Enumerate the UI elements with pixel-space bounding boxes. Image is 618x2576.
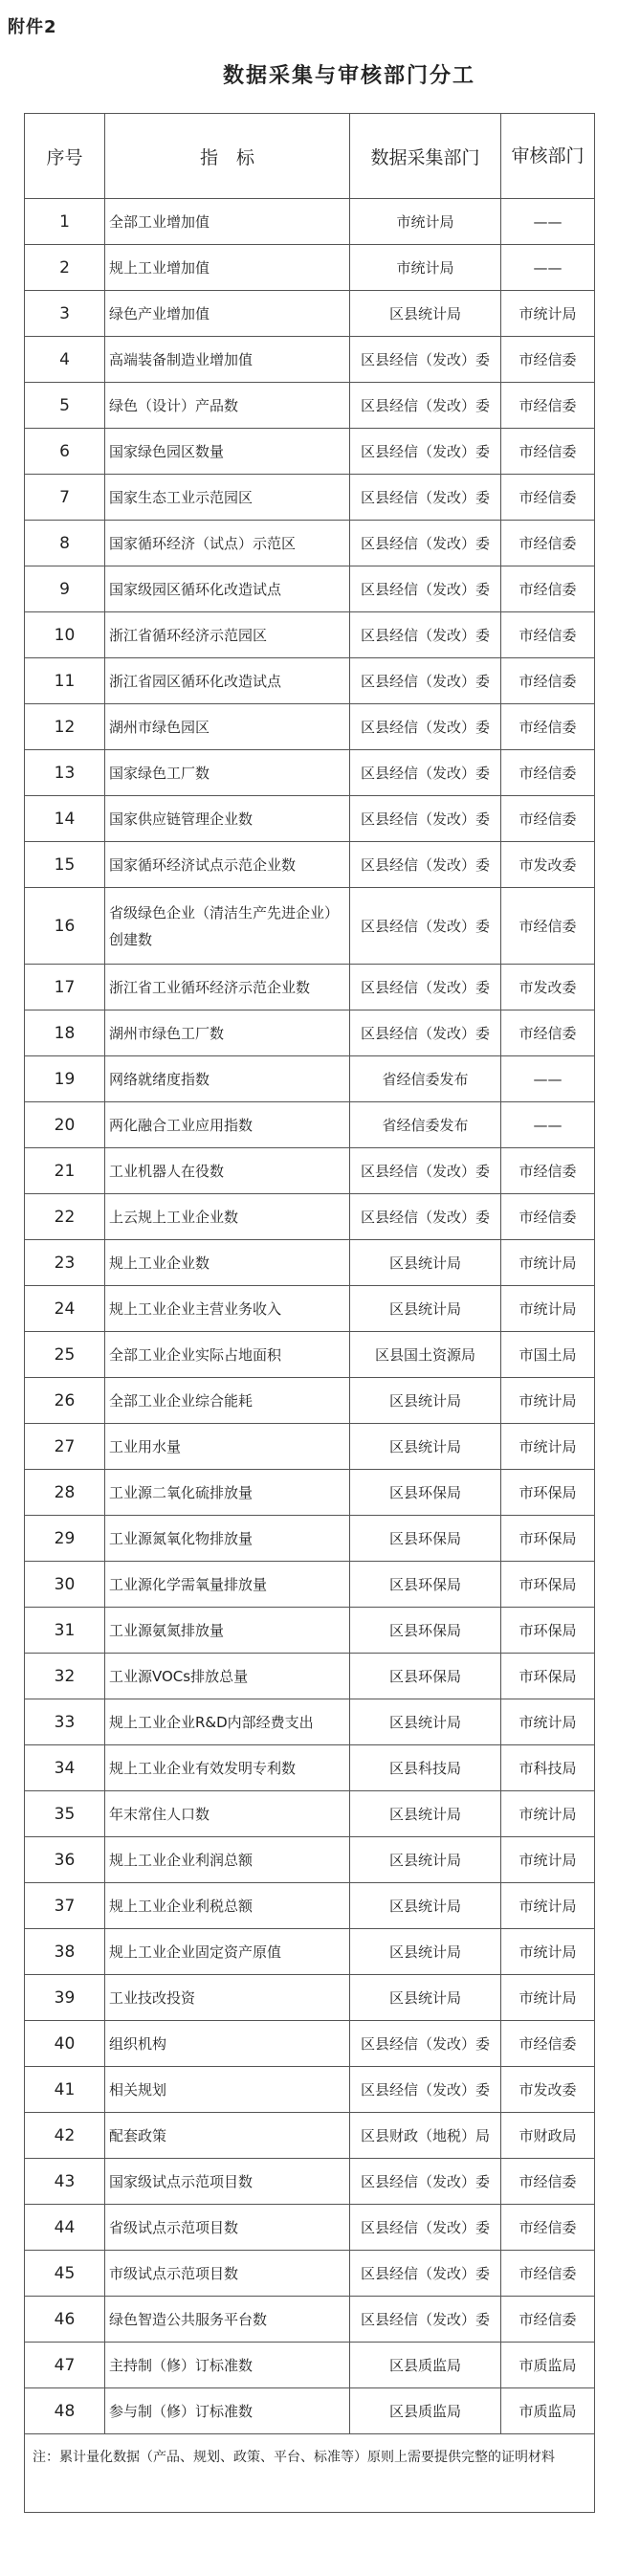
table-row — [25, 1745, 595, 1791]
table-row — [25, 1837, 595, 1883]
table-row — [25, 1332, 595, 1378]
collect-dept-cell: 区县经信（发改）委 — [350, 965, 501, 1010]
row-number: 4 — [25, 337, 105, 383]
indicator-cell: 规上工业企业固定资产原值 — [105, 1929, 350, 1975]
audit-dept-cell: 市环保局 — [501, 1654, 595, 1699]
audit-dept-cell: 市经信委 — [501, 566, 595, 612]
audit-dept-cell: 市经信委 — [501, 750, 595, 796]
collect-dept-cell: 区县经信（发改）委 — [350, 475, 501, 521]
row-number: 40 — [25, 2021, 105, 2067]
indicator-cell: 绿色智造公共服务平台数 — [105, 2297, 350, 2343]
row-number: 44 — [25, 2205, 105, 2251]
row-number: 23 — [25, 1240, 105, 1286]
table-row — [25, 2159, 595, 2205]
collect-dept-cell: 区县环保局 — [350, 1470, 501, 1516]
table-row — [25, 1883, 595, 1929]
table-row — [25, 1240, 595, 1286]
collect-dept-cell: 区县环保局 — [350, 1562, 501, 1608]
indicator-cell: 全部工业增加值 — [105, 199, 350, 245]
audit-dept-cell: 市环保局 — [501, 1562, 595, 1608]
row-number: 36 — [25, 1837, 105, 1883]
audit-dept-cell: 市环保局 — [501, 1470, 595, 1516]
audit-dept-cell: 市统计局 — [501, 291, 595, 337]
table-row — [25, 291, 595, 337]
audit-dept-cell: 市经信委 — [501, 1194, 595, 1240]
audit-dept-cell: 市统计局 — [501, 1883, 595, 1929]
indicator-cell: 规上工业企业利税总额 — [105, 1883, 350, 1929]
row-number: 31 — [25, 1608, 105, 1654]
indicator-cell: 绿色产业增加值 — [105, 291, 350, 337]
collect-dept-cell: 区县统计局 — [350, 1286, 501, 1332]
audit-dept-cell: —— — [501, 199, 595, 245]
audit-dept-cell: 市经信委 — [501, 429, 595, 475]
audit-dept-cell: —— — [501, 1102, 595, 1148]
audit-dept-cell: 市国土局 — [501, 1332, 595, 1378]
audit-dept-cell: 市经信委 — [501, 2205, 595, 2251]
indicator-cell: 湖州市绿色园区 — [105, 704, 350, 750]
collect-dept-cell: 区县经信（发改）委 — [350, 1148, 501, 1194]
audit-dept-cell: 市经信委 — [501, 888, 595, 965]
table-row — [25, 2021, 595, 2067]
indicator-cell: 工业机器人在役数 — [105, 1148, 350, 1194]
table-row — [25, 796, 595, 842]
collect-dept-cell: 区县环保局 — [350, 1608, 501, 1654]
indicator-cell: 规上工业企业有效发明专利数 — [105, 1745, 350, 1791]
collect-dept-cell: 区县统计局 — [350, 1378, 501, 1424]
page-title: 数据采集与审核部门分工 — [222, 64, 475, 88]
row-number: 14 — [25, 796, 105, 842]
audit-dept-cell: 市统计局 — [501, 1424, 595, 1470]
indicator-cell: 国家级园区循环化改造试点 — [105, 566, 350, 612]
audit-dept-cell: 市经信委 — [501, 521, 595, 566]
collect-dept-cell: 区县经信（发改）委 — [350, 750, 501, 796]
row-number: 38 — [25, 1929, 105, 1975]
collect-dept-cell: 区县环保局 — [350, 1516, 501, 1562]
table-row — [25, 383, 595, 429]
collect-dept-cell: 区县科技局 — [350, 1745, 501, 1791]
table-row — [25, 1010, 595, 1056]
table-row — [25, 2297, 595, 2343]
table-body — [25, 199, 595, 2434]
collect-dept-cell: 区县经信（发改）委 — [350, 842, 501, 888]
row-number: 33 — [25, 1699, 105, 1745]
table-row — [25, 475, 595, 521]
row-number: 1 — [25, 199, 105, 245]
table-row — [25, 1929, 595, 1975]
collect-dept-cell: 区县经信（发改）委 — [350, 612, 501, 658]
row-number: 43 — [25, 2159, 105, 2205]
table-row — [25, 1056, 595, 1102]
collect-dept-cell: 区县经信（发改）委 — [350, 337, 501, 383]
attachment-label: 附件2 — [8, 17, 57, 37]
table-row — [25, 2113, 595, 2159]
indicator-cell: 浙江省工业循环经济示范企业数 — [105, 965, 350, 1010]
row-number: 12 — [25, 704, 105, 750]
collect-dept-cell: 区县经信（发改）委 — [350, 2159, 501, 2205]
audit-dept-cell: 市经信委 — [501, 1010, 595, 1056]
table-row — [25, 888, 595, 965]
table-row — [25, 1286, 595, 1332]
note-row — [25, 2434, 595, 2513]
audit-dept-cell: 市经信委 — [501, 2251, 595, 2297]
table-row — [25, 1654, 595, 1699]
collect-dept-cell: 区县经信（发改）委 — [350, 2021, 501, 2067]
collect-dept-cell: 区县质监局 — [350, 2388, 501, 2434]
collect-dept-cell: 区县统计局 — [350, 1883, 501, 1929]
table-header-row — [25, 114, 595, 199]
collect-dept-cell: 区县经信（发改）委 — [350, 658, 501, 704]
audit-dept-cell: 市经信委 — [501, 658, 595, 704]
table-row — [25, 1516, 595, 1562]
header-no: 序号 — [25, 114, 105, 199]
table-row — [25, 1562, 595, 1608]
table-row — [25, 2205, 595, 2251]
collect-dept-cell: 省经信委发布 — [350, 1056, 501, 1102]
collect-dept-cell: 区县经信（发改）委 — [350, 383, 501, 429]
audit-dept-cell: 市统计局 — [501, 1837, 595, 1883]
table-row — [25, 612, 595, 658]
row-number: 8 — [25, 521, 105, 566]
row-number: 18 — [25, 1010, 105, 1056]
indicator-cell: 上云规上工业企业数 — [105, 1194, 350, 1240]
row-number: 24 — [25, 1286, 105, 1332]
indicator-cell: 国家绿色工厂数 — [105, 750, 350, 796]
audit-dept-cell: 市经信委 — [501, 337, 595, 383]
table-row — [25, 245, 595, 291]
collect-dept-cell: 区县经信（发改）委 — [350, 2297, 501, 2343]
indicator-cell: 工业用水量 — [105, 1424, 350, 1470]
indicator-cell: 工业源二氧化硫排放量 — [105, 1470, 350, 1516]
row-number: 27 — [25, 1424, 105, 1470]
indicator-cell: 国家循环经济试点示范企业数 — [105, 842, 350, 888]
collect-dept-cell: 区县经信（发改）委 — [350, 2067, 501, 2113]
audit-dept-cell: 市发改委 — [501, 2067, 595, 2113]
table-row — [25, 2388, 595, 2434]
table-row — [25, 2343, 595, 2388]
collect-dept-cell: 省经信委发布 — [350, 1102, 501, 1148]
table-row — [25, 842, 595, 888]
collect-dept-cell: 市统计局 — [350, 245, 501, 291]
collect-dept-cell: 区县经信（发改）委 — [350, 1010, 501, 1056]
row-number: 46 — [25, 2297, 105, 2343]
audit-dept-cell: 市经信委 — [501, 2021, 595, 2067]
audit-dept-cell: 市统计局 — [501, 1791, 595, 1837]
row-number: 6 — [25, 429, 105, 475]
collect-dept-cell: 市统计局 — [350, 199, 501, 245]
row-number: 45 — [25, 2251, 105, 2297]
audit-dept-cell: 市统计局 — [501, 1240, 595, 1286]
collect-dept-cell: 区县统计局 — [350, 1975, 501, 2021]
collect-dept-cell: 区县质监局 — [350, 2343, 501, 2388]
indicator-cell: 两化融合工业应用指数 — [105, 1102, 350, 1148]
table-row — [25, 1378, 595, 1424]
row-number: 16 — [25, 888, 105, 965]
indicator-cell: 网络就绪度指数 — [105, 1056, 350, 1102]
table-row — [25, 1424, 595, 1470]
indicator-cell: 配套政策 — [105, 2113, 350, 2159]
table-row — [25, 1102, 595, 1148]
row-number: 42 — [25, 2113, 105, 2159]
indicator-cell: 国家绿色园区数量 — [105, 429, 350, 475]
collect-dept-cell: 区县经信（发改）委 — [350, 566, 501, 612]
audit-dept-cell: 市环保局 — [501, 1516, 595, 1562]
audit-dept-cell: 市发改委 — [501, 842, 595, 888]
row-number: 3 — [25, 291, 105, 337]
collect-dept-cell: 区县财政（地税）局 — [350, 2113, 501, 2159]
audit-dept-cell: 市经信委 — [501, 383, 595, 429]
audit-dept-cell: 市经信委 — [501, 2297, 595, 2343]
audit-dept-cell: 市经信委 — [501, 704, 595, 750]
indicator-cell: 全部工业企业综合能耗 — [105, 1378, 350, 1424]
collect-dept-cell: 区县统计局 — [350, 1240, 501, 1286]
row-number: 26 — [25, 1378, 105, 1424]
indicator-cell: 国家级试点示范项目数 — [105, 2159, 350, 2205]
table-row — [25, 1194, 595, 1240]
row-number: 5 — [25, 383, 105, 429]
collect-dept-cell: 区县经信（发改）委 — [350, 704, 501, 750]
audit-dept-cell: 市经信委 — [501, 2159, 595, 2205]
table-row — [25, 566, 595, 612]
collect-dept-cell: 区县经信（发改）委 — [350, 888, 501, 965]
table-row — [25, 1699, 595, 1745]
indicator-cell: 规上工业增加值 — [105, 245, 350, 291]
audit-dept-cell: 市经信委 — [501, 612, 595, 658]
row-number: 32 — [25, 1654, 105, 1699]
indicator-cell: 全部工业企业实际占地面积 — [105, 1332, 350, 1378]
collect-dept-cell: 区县统计局 — [350, 1929, 501, 1975]
indicator-cell: 浙江省园区循环化改造试点 — [105, 658, 350, 704]
audit-dept-cell: 市质监局 — [501, 2343, 595, 2388]
indicator-cell: 国家供应链管理企业数 — [105, 796, 350, 842]
row-number: 7 — [25, 475, 105, 521]
table-row — [25, 965, 595, 1010]
division-table — [24, 113, 595, 2513]
audit-dept-cell: 市统计局 — [501, 1286, 595, 1332]
row-number: 13 — [25, 750, 105, 796]
indicator-cell: 工业源化学需氧量排放量 — [105, 1562, 350, 1608]
audit-dept-cell: 市经信委 — [501, 1148, 595, 1194]
indicator-cell: 国家生态工业示范园区 — [105, 475, 350, 521]
header-collect-dept: 数据采集部门 — [350, 114, 501, 199]
collect-dept-cell: 区县统计局 — [350, 1424, 501, 1470]
collect-dept-cell: 区县经信（发改）委 — [350, 429, 501, 475]
audit-dept-cell: 市发改委 — [501, 965, 595, 1010]
collect-dept-cell: 区县经信（发改）委 — [350, 796, 501, 842]
indicator-cell: 工业源氮氧化物排放量 — [105, 1516, 350, 1562]
indicator-cell: 高端装备制造业增加值 — [105, 337, 350, 383]
row-number: 30 — [25, 1562, 105, 1608]
indicator-cell: 市级试点示范项目数 — [105, 2251, 350, 2297]
audit-dept-cell: 市科技局 — [501, 1745, 595, 1791]
audit-dept-cell: 市质监局 — [501, 2388, 595, 2434]
row-number: 21 — [25, 1148, 105, 1194]
indicator-cell: 年末常住人口数 — [105, 1791, 350, 1837]
indicator-cell: 规上工业企业主营业务收入 — [105, 1286, 350, 1332]
row-number: 9 — [25, 566, 105, 612]
indicator-cell: 省级试点示范项目数 — [105, 2205, 350, 2251]
row-number: 48 — [25, 2388, 105, 2434]
indicator-cell: 工业技改投资 — [105, 1975, 350, 2021]
row-number: 10 — [25, 612, 105, 658]
table-row — [25, 337, 595, 383]
audit-dept-cell: 市经信委 — [501, 475, 595, 521]
table-row — [25, 704, 595, 750]
audit-dept-cell: —— — [501, 1056, 595, 1102]
table-row — [25, 1470, 595, 1516]
row-number: 11 — [25, 658, 105, 704]
collect-dept-cell: 区县统计局 — [350, 1837, 501, 1883]
audit-dept-cell: 市经信委 — [501, 796, 595, 842]
indicator-cell: 规上工业企业利润总额 — [105, 1837, 350, 1883]
table-row — [25, 429, 595, 475]
collect-dept-cell: 区县经信（发改）委 — [350, 521, 501, 566]
indicator-cell: 规上工业企业R&D内部经费支出 — [105, 1699, 350, 1745]
audit-dept-cell: 市统计局 — [501, 1975, 595, 2021]
row-number: 20 — [25, 1102, 105, 1148]
audit-dept-cell: 市财政局 — [501, 2113, 595, 2159]
collect-dept-cell: 区县经信（发改）委 — [350, 2251, 501, 2297]
row-number: 34 — [25, 1745, 105, 1791]
row-number: 39 — [25, 1975, 105, 2021]
collect-dept-cell: 区县经信（发改）委 — [350, 2205, 501, 2251]
indicator-cell: 国家循环经济（试点）示范区 — [105, 521, 350, 566]
indicator-cell: 省级绿色企业（清洁生产先进企业）创建数 — [105, 888, 350, 965]
row-number: 35 — [25, 1791, 105, 1837]
indicator-cell: 工业源氨氮排放量 — [105, 1608, 350, 1654]
indicator-cell: 组织机构 — [105, 2021, 350, 2067]
table-row — [25, 750, 595, 796]
table-row — [25, 2251, 595, 2297]
audit-dept-cell: 市统计局 — [501, 1699, 595, 1745]
row-number: 15 — [25, 842, 105, 888]
row-number: 22 — [25, 1194, 105, 1240]
footnote: 注：累计量化数据（产品、规划、政策、平台、标准等）原则上需要提供完整的证明材料 — [25, 2434, 595, 2513]
table-row — [25, 1975, 595, 2021]
collect-dept-cell: 区县统计局 — [350, 1791, 501, 1837]
header-audit-dept: 审核部门 — [501, 114, 595, 199]
table-row — [25, 1791, 595, 1837]
header-indicator: 指 标 — [105, 114, 350, 199]
indicator-cell: 工业源VOCs排放总量 — [105, 1654, 350, 1699]
table-row — [25, 1148, 595, 1194]
row-number: 47 — [25, 2343, 105, 2388]
indicator-cell: 绿色（设计）产品数 — [105, 383, 350, 429]
row-number: 41 — [25, 2067, 105, 2113]
indicator-cell: 湖州市绿色工厂数 — [105, 1010, 350, 1056]
audit-dept-cell: 市统计局 — [501, 1378, 595, 1424]
indicator-cell: 主持制（修）订标准数 — [105, 2343, 350, 2388]
row-number: 25 — [25, 1332, 105, 1378]
indicator-cell: 相关规划 — [105, 2067, 350, 2113]
audit-dept-cell: 市统计局 — [501, 1929, 595, 1975]
table-row — [25, 658, 595, 704]
row-number: 37 — [25, 1883, 105, 1929]
indicator-cell: 浙江省循环经济示范园区 — [105, 612, 350, 658]
collect-dept-cell: 区县统计局 — [350, 1699, 501, 1745]
table-row — [25, 2067, 595, 2113]
collect-dept-cell: 区县国土资源局 — [350, 1332, 501, 1378]
table-row — [25, 521, 595, 566]
row-number: 19 — [25, 1056, 105, 1102]
row-number: 29 — [25, 1516, 105, 1562]
table-row — [25, 199, 595, 245]
indicator-cell: 规上工业企业数 — [105, 1240, 350, 1286]
collect-dept-cell: 区县经信（发改）委 — [350, 1194, 501, 1240]
collect-dept-cell: 区县统计局 — [350, 291, 501, 337]
audit-dept-cell: 市环保局 — [501, 1608, 595, 1654]
row-number: 28 — [25, 1470, 105, 1516]
indicator-cell: 参与制（修）订标准数 — [105, 2388, 350, 2434]
collect-dept-cell: 区县环保局 — [350, 1654, 501, 1699]
table-row — [25, 1608, 595, 1654]
row-number: 2 — [25, 245, 105, 291]
audit-dept-cell: —— — [501, 245, 595, 291]
row-number: 17 — [25, 965, 105, 1010]
